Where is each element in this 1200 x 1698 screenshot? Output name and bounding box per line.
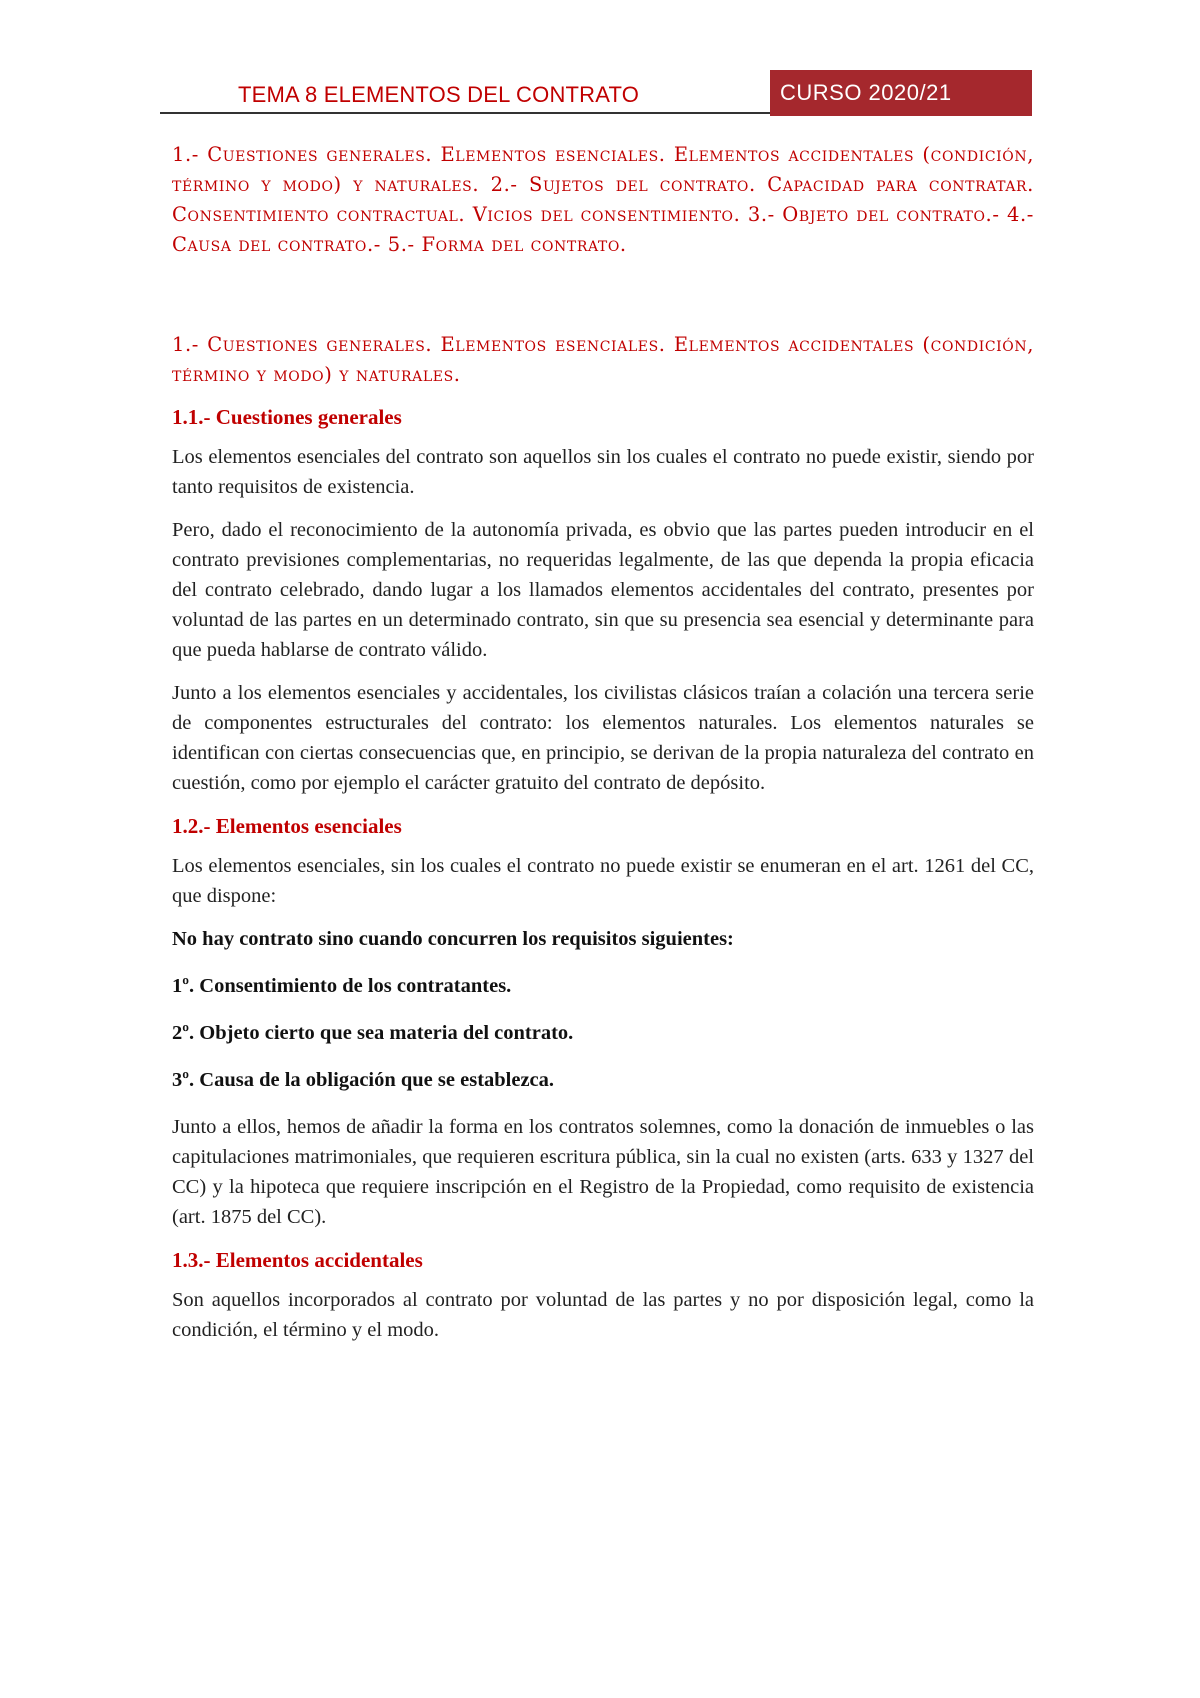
section-heading: 1.- Cuestiones generales. Elementos esenciales. Elementos accidentales (condición, término y modo) y naturales. <box>172 333 1034 386</box>
table-of-contents: 1.- Cuestiones generales. Elementos esenciales. Elementos accidentales (condición, término y modo) y naturales. 2.- Sujetos del contrato. Capacidad para contratar. Consentimiento contractual. Vicios del consentimiento. 3.- Objeto del contrato.- 4.- Causa del contrato.- 5.- Forma del contrato. <box>172 143 1034 256</box>
quoted-article-line: 3º. Causa de la obligación que se establezca. <box>172 1069 555 1091</box>
paragraph: Los elementos esenciales, sin los cuales el contrato no puede existir se enumeran en el art. 1261 del CC, que dispone: <box>172 855 1034 907</box>
quoted-article-line: No hay contrato sino cuando concurren los requisitos siguientes: <box>172 928 734 950</box>
paragraph: Los elementos esenciales del contrato son aquellos sin los cuales el contrato no puede existir, siendo por tanto requisitos de existencia. <box>172 446 1034 498</box>
quoted-article-line: 2º. Objeto cierto que sea materia del contrato. <box>172 1022 574 1044</box>
paragraph: Junto a los elementos esenciales y accidentales, los civilistas clásicos traían a colación una tercera serie de componentes estructurales del contrato: los elementos naturales. Los elementos naturales se identifican con ciertas consecuencias que, en principio, se derivan de la propia naturaleza del contrato en cuestión, como por ejemplo el carácter gratuito del contrato de depósito. <box>172 682 1034 794</box>
document-body <box>172 140 1034 1358</box>
page-header <box>160 70 1030 116</box>
subsection-heading-1-1: 1.1.- Cuestiones generales <box>172 405 402 429</box>
header-title: TEMA 8 ELEMENTOS DEL CONTRATO <box>238 82 640 107</box>
course-badge: CURSO 2020/21 <box>770 70 1032 116</box>
header-divider <box>160 112 772 114</box>
subsection-heading-1-3: 1.3.- Elementos accidentales <box>172 1248 423 1272</box>
subsection-heading-1-2: 1.2.- Elementos esenciales <box>172 814 402 838</box>
quoted-article-line: 1º. Consentimiento de los contratantes. <box>172 975 512 997</box>
paragraph: Son aquellos incorporados al contrato por voluntad de las partes y no por disposición legal, como la condición, el término y el modo. <box>172 1289 1034 1341</box>
paragraph: Junto a ellos, hemos de añadir la forma en los contratos solemnes, como la donación de inmuebles o las capitulaciones matrimoniales, que requieren escritura pública, sin la cual no existen (arts. 633 y 1327 del CC) y la hipoteca que requiere inscripción en el Registro de la Propiedad, como requisito de existencia (art. 1875 del CC). <box>172 1116 1034 1228</box>
paragraph: Pero, dado el reconocimiento de la autonomía privada, es obvio que las partes pueden introducir en el contrato previsiones complementarias, no requeridas legalmente, de las que dependa la propia eficacia del contrato celebrado, dando lugar a los llamados elementos accidentales del contrato, presentes por voluntad de las partes en un determinado contrato, sin que su presencia sea esencial y determinante para que pueda hablarse de contrato válido. <box>172 519 1034 661</box>
